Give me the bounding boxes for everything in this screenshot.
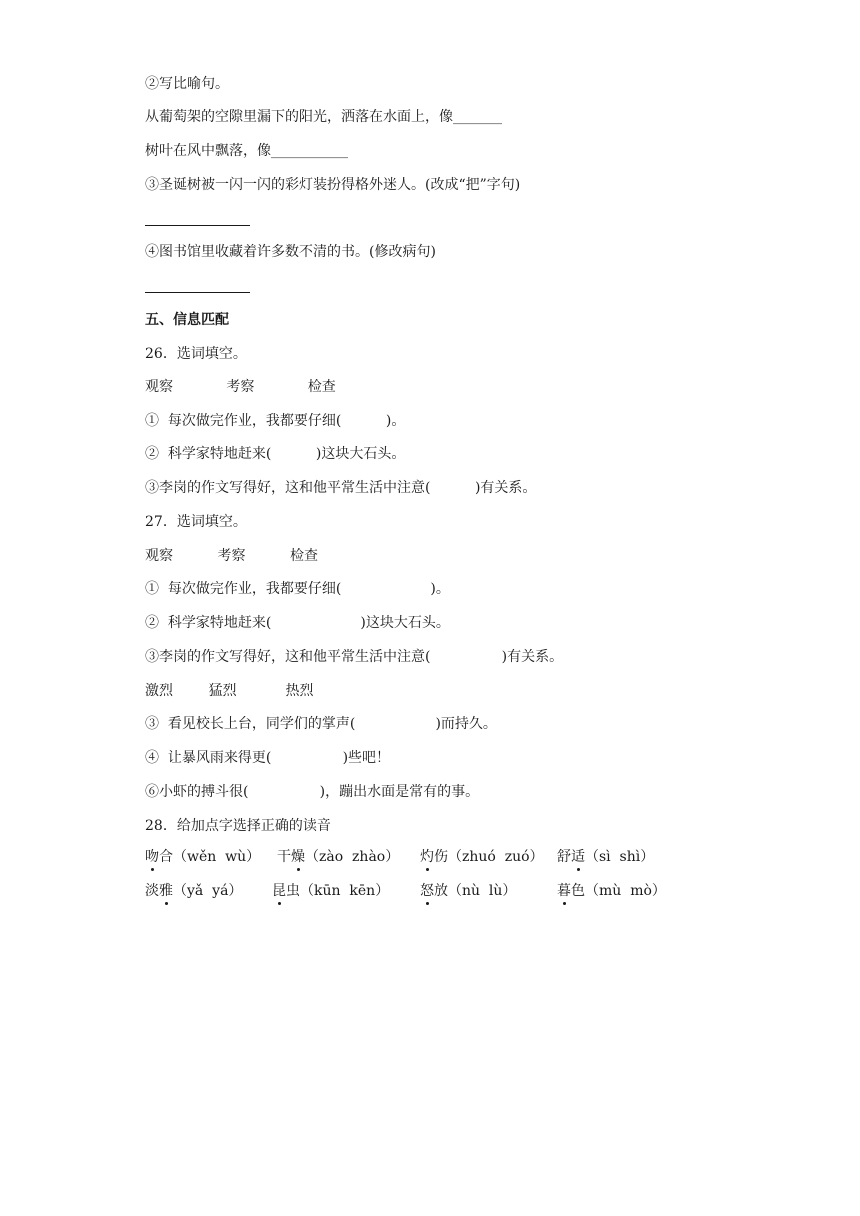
dotted-char: 燥 bbox=[291, 846, 305, 868]
q26-sentence-1: ① 每次做完作业，我都要仔细( )。 bbox=[145, 413, 406, 429]
dotted-char: 暮 bbox=[557, 880, 571, 902]
dotted-char: 吻 bbox=[145, 846, 159, 868]
q2-sentence-2: 树叶在风中飘落，像___________ bbox=[145, 143, 348, 159]
q26-title: 26．选词填空。 bbox=[145, 346, 247, 362]
dotted-char: 怒 bbox=[420, 880, 434, 902]
section-heading: 五、信息匹配 bbox=[145, 312, 229, 328]
q27-sentence-5: ④ 让暴风雨来得更( )些吧！ bbox=[145, 750, 391, 766]
q26-word-options: 观察 考察 检查 bbox=[145, 379, 336, 395]
pinyin-item: 吻合（wěn wù） bbox=[145, 846, 260, 868]
dotted-char: 适 bbox=[571, 846, 585, 868]
q27-sentence-2: ② 科学家特地赶来( )这块大石头。 bbox=[145, 615, 450, 631]
q27-sentence-3: ③李岗的作文写得好，这和他平常生活中注意( )有关系。 bbox=[145, 649, 564, 665]
dotted-char: 昆 bbox=[272, 880, 286, 902]
pinyin-item: 昆虫（kūn kēn） bbox=[272, 880, 389, 902]
pinyin-item: 怒放（nù lù） bbox=[420, 880, 516, 902]
q3-prompt: ③圣诞树被一闪一闪的彩灯装扮得格外迷人。(改成“把”字句) bbox=[145, 177, 521, 193]
q4-answer-line bbox=[145, 292, 250, 293]
q27-sentence-6: ⑥小虾的搏斗很( )，蹦出水面是常有的事。 bbox=[145, 784, 480, 800]
q27-word-options-1: 观察 考察 检查 bbox=[145, 548, 319, 564]
q27-sentence-1: ① 每次做完作业，我都要仔细( )。 bbox=[145, 581, 450, 597]
q27-word-options-2: 激烈 猛烈 热烈 bbox=[145, 683, 314, 699]
q26-sentence-2: ② 科学家特地赶来( )这块大石头。 bbox=[145, 446, 406, 462]
q28-title: 28．给加点字选择正确的读音 bbox=[145, 818, 331, 834]
pinyin-item: 灼伤（zhuó zuó） bbox=[420, 846, 544, 868]
q27-sentence-4: ③ 看见校长上台，同学们的掌声( )而持久。 bbox=[145, 716, 497, 732]
pinyin-item: 干燥（zào zhào） bbox=[277, 846, 399, 868]
q2-label: ②写比喻句。 bbox=[145, 76, 229, 92]
q2-sentence-1: 从葡萄架的空隙里漏下的阳光，洒落在水面上，像_______ bbox=[145, 109, 502, 125]
dotted-char: 雅 bbox=[159, 880, 173, 902]
q27-title: 27．选词填空。 bbox=[145, 514, 247, 530]
pinyin-item: 暮色（mù mò） bbox=[557, 880, 666, 902]
q26-sentence-3: ③李岗的作文写得好，这和他平常生活中注意( )有关系。 bbox=[145, 480, 537, 496]
pinyin-item: 舒适（sì shì） bbox=[557, 846, 654, 868]
q4-prompt: ④图书馆里收藏着许多数不清的书。(修改病句) bbox=[145, 244, 436, 260]
q3-answer-line bbox=[145, 225, 250, 226]
pinyin-item: 淡雅（yǎ yá） bbox=[145, 880, 242, 902]
dotted-char: 灼 bbox=[420, 846, 434, 868]
